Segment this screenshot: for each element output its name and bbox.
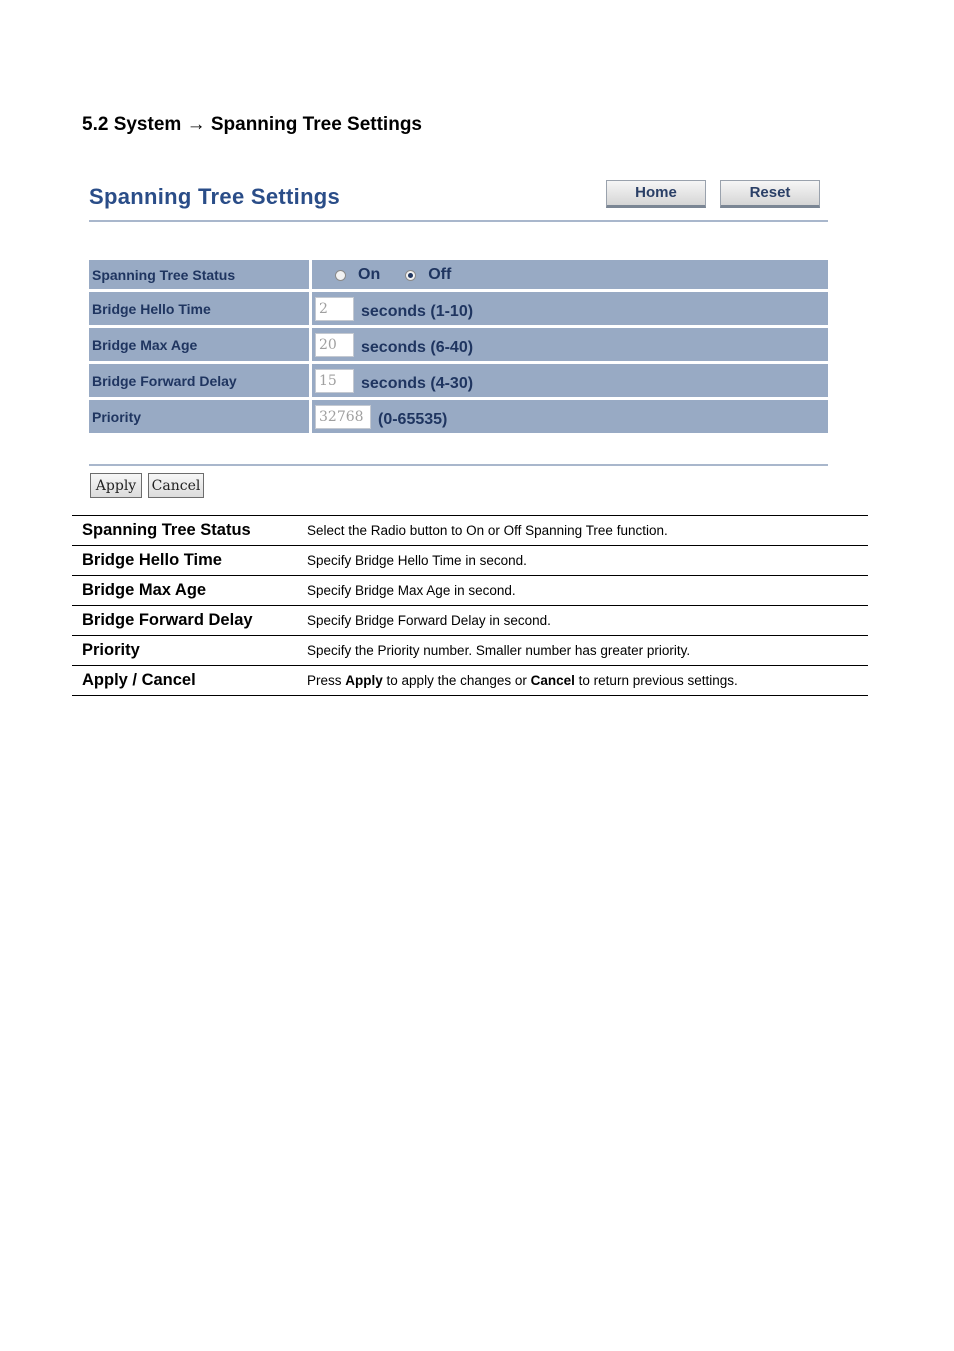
table-row	[72, 576, 868, 606]
row-description: Specify Bridge Forward Delay in second.	[307, 613, 551, 628]
spanning-tree-settings-panel	[88, 176, 830, 506]
text-middle: to apply the changes or	[382, 673, 531, 688]
forward-delay-unit: seconds (4-30)	[361, 374, 474, 392]
hello-time-input[interactable]	[315, 297, 354, 321]
description-table	[72, 515, 868, 696]
apply-keyword: Apply	[345, 673, 383, 688]
reset-button[interactable]: Reset	[720, 180, 820, 208]
priority-input[interactable]	[315, 405, 371, 429]
cancel-button[interactable]: Cancel	[148, 473, 204, 498]
status-off-radio[interactable]	[405, 270, 416, 281]
form-divider	[89, 464, 828, 466]
max-age-unit: seconds (6-40)	[361, 338, 474, 356]
row-description	[307, 666, 868, 696]
forward-delay-input[interactable]	[315, 369, 354, 393]
row-description: Specify Bridge Hello Time in second.	[307, 553, 527, 568]
forward-delay-label: Bridge Forward Delay	[89, 364, 309, 397]
priority-label: Priority	[89, 400, 309, 433]
settings-row-status	[89, 260, 828, 292]
row-name: Bridge Max Age	[82, 581, 207, 599]
text-suffix: to return previous settings.	[574, 673, 738, 688]
row-name: Spanning Tree Status	[82, 521, 251, 539]
status-off-label: Off	[428, 265, 452, 283]
row-name: Priority	[82, 641, 140, 659]
forward-delay-value	[312, 364, 828, 397]
table-row	[72, 666, 868, 696]
status-on-label: On	[358, 265, 381, 283]
title-divider	[89, 220, 828, 222]
settings-row-forward-delay	[89, 364, 828, 400]
status-label: Spanning Tree Status	[89, 260, 309, 289]
priority-value	[312, 400, 828, 433]
settings-row-max-age	[89, 328, 828, 364]
table-row	[72, 546, 868, 576]
max-age-label: Bridge Max Age	[89, 328, 309, 361]
settings-row-hello-time	[89, 292, 828, 328]
settings-form	[89, 260, 828, 436]
row-name: Bridge Hello Time	[82, 551, 222, 569]
row-name: Bridge Forward Delay	[82, 611, 253, 629]
section-heading: 5.2 System → Spanning Tree Settings	[82, 114, 422, 135]
table-row	[72, 606, 868, 636]
settings-row-priority	[89, 400, 828, 436]
hello-time-unit: seconds (1-10)	[361, 302, 474, 320]
table-row	[72, 516, 868, 546]
panel-title: Spanning Tree Settings	[89, 184, 341, 209]
priority-unit: (0-65535)	[378, 410, 448, 428]
hello-time-value	[312, 292, 828, 325]
table-row	[72, 636, 868, 666]
apply-button[interactable]: Apply	[90, 473, 142, 498]
max-age-value	[312, 328, 828, 361]
row-description: Specify the Priority number. Smaller number has greater priority.	[307, 643, 691, 658]
cancel-keyword: Cancel	[530, 673, 575, 688]
row-description: Specify Bridge Max Age in second.	[307, 583, 516, 598]
text-prefix: Press	[307, 673, 346, 688]
max-age-input[interactable]	[315, 333, 354, 357]
status-value	[312, 260, 828, 289]
status-on-radio[interactable]	[335, 270, 346, 281]
row-name: Apply / Cancel	[82, 671, 196, 689]
row-description: Select the Radio button to On or Off Spanning Tree function.	[307, 523, 668, 538]
home-button[interactable]: Home	[606, 180, 706, 208]
hello-time-label: Bridge Hello Time	[89, 292, 309, 325]
